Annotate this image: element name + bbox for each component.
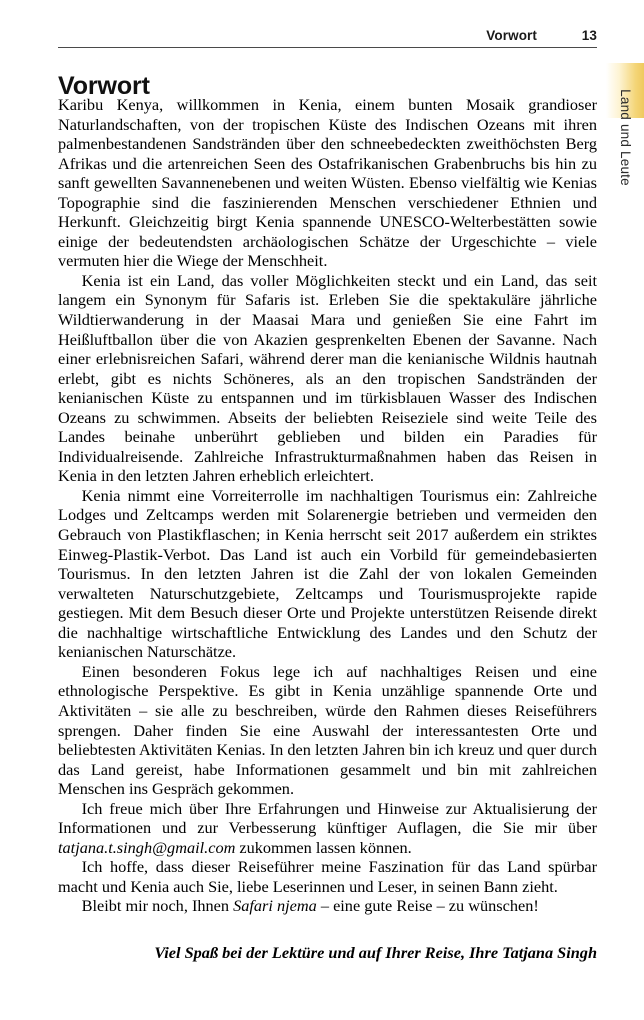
page-title: Vorwort	[58, 71, 150, 100]
paragraph-sustainable-tourism: Kenia nimmt eine Vorreiterrolle im nachhaltigen Tourismus ein: Zahlreiche Lodges und Zeltcamps werden mit Solarenergie betrieben und vermeiden den Gebrauch von Plastikflaschen; in Kenia herrscht seit 2017 außerdem ein striktes Einweg-Plastik-Verbot. Das Land ist auch ein Vorbild für gemeindebasierten Tourismus. In den letzten Jahren ist die Zahl der von lokalen Gemeinden verwalteten Naturschutzgebiete, Zeltcamps und Tourismusprojekte rapide gestiegen. Mit dem Besuch dieser Orte und Projekte unterstützen Reisende direkt die nachhaltige wirtschaftliche Entwicklung des Landes und den Schutz der kenianischen Naturschätze.	[58, 485, 597, 662]
contact-text-after: zukommen lassen können.	[235, 837, 412, 857]
paragraph-focus: Einen besonderen Fokus lege ich auf nachhaltiges Reisen und eine ethnologische Perspektive. Es gibt in Kenia unzählige spannende Orte und Aktivitäten – sie alle zu beschreiben, würde den Rahmen dieses Reiseführers sprengen. Daher finden Sie eine Auswahl der interessantesten Orte und beliebtesten Aktivitäten Kenias. In den letzten Jahren bin ich kreuz und quer durch das Land gereist, habe Informationen gesammelt und bin mit zahlreichen Menschen ins Gespräch gekommen.	[58, 661, 597, 799]
farewell-text-before: Bleibt mir noch, Ihnen	[81, 896, 234, 916]
paragraph-hope: Ich hoffe, dass dieser Reiseführer meine Faszination für das Land spürbar macht und Kenia auch Sie, liebe Leserinnen und Leser, in seinen Bann zieht.	[58, 857, 597, 896]
paragraph-farewell	[58, 896, 597, 916]
farewell-swahili-phrase: Safari njema	[233, 896, 317, 916]
paragraph-contact	[58, 799, 597, 858]
thumb-tab-label-text: Land und Leute	[617, 89, 633, 186]
farewell-text-after: – eine gute Reise – zu wünschen!	[316, 896, 539, 916]
contact-text-before: Ich freue mich über Ihre Erfahrungen und Hinweise zur Aktualisierung der Informationen und zur Verbesserung künftiger Auflagen, die Sie mir über	[58, 798, 597, 838]
thumb-tab-label	[606, 89, 644, 290]
author-signoff: Viel Spaß bei der Lektüre und auf Ihrer Reise, Ihre Tatjana Singh	[154, 943, 597, 962]
paragraph-safari: Kenia ist ein Land, das voller Möglichkeiten steckt und ein Land, das seit langem ein Synonym für Safaris ist. Erleben Sie die spektakuläre jährliche Wildtierwanderung in der Maasai Mara und genießen Sie eine Fahrt im Heißluftballon über die von Akazien gesprenkelten Ebenen der Savanne. Nach einer erlebnisreichen Safari, während derer man die kenianische Wildnis hautnah erlebt, gibt es nichts Schöneres, als an den tropischen Sandstränden der kenianischen Küste zu entspannen und im türkisblauen Wasser des Indischen Ozeans zu schwimmen. Abseits der beliebten Reiseziele sind weite Teile des Landes beinahe unberührt geblieben und bilden ein Paradies für Individualreisende. Zahlreiche Infrastrukturmaßnahmen haben das Reisen in Kenia in den letzten Jahren erheblich erleichtert.	[58, 270, 597, 486]
running-head-title: Vorwort	[486, 28, 537, 43]
header-divider	[58, 47, 597, 48]
contact-email: tatjana.t.singh@gmail.com	[58, 837, 236, 857]
page-number: 13	[581, 28, 597, 43]
paragraph-intro: Karibu Kenya, willkommen in Kenia, einem bunten Mosaik grandioser Naturlandschaften, von der tropischen Küste des Indischen Ozeans mit ihren palmenbestandenen Sandstränden über den schneebedeckten zweithöchsten Berg Afrikas und die artenreichen Seen des Ostafrikanischen Grabenbruchs bis hin zu sanft gewellten Savannenebenen und weiten Wüsten. Ebenso vielfältig wie Kenias Topographie sind die faszinierenden Menschen verschiedener Ethnien und Herkunft. Gleichzeitig birgt Kenia spannende UNESCO-Welterbestätten sowie einige der bedeutendsten archäologischen Schätze der Urgeschichte – viele vermuten hier die Wiege der Menschheit.	[58, 95, 597, 271]
body-text	[58, 95, 597, 916]
section-thumb-tab	[606, 63, 644, 293]
